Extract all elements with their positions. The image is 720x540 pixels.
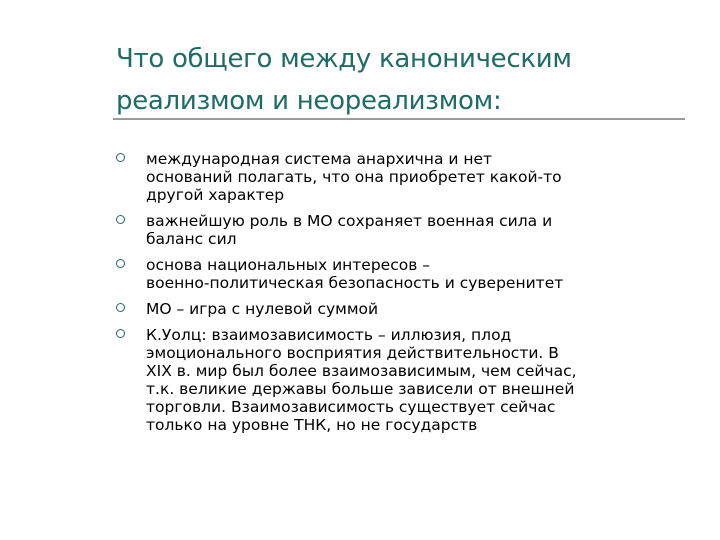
- title-line-1: Что общего между каноническим: [116, 44, 572, 74]
- bullet-line: XIX в. мир был более взаимозависимым, чем сейчас,: [146, 362, 577, 380]
- bullet-item-3: [116, 256, 676, 292]
- bullet-line: т.к. великие державы больше зависели от внешней: [146, 380, 575, 398]
- bullet-text: [146, 300, 676, 318]
- bullet-line: другой характер: [146, 186, 285, 204]
- bullet-line: К.Уолц: взаимозависимость – иллюзия, плод: [146, 326, 512, 344]
- slide-title: [116, 38, 696, 122]
- bullet-circle-icon: [116, 303, 125, 312]
- bullet-text: [146, 256, 676, 292]
- bullet-circle-icon: [116, 215, 125, 224]
- bullet-list: [116, 150, 676, 442]
- bullet-line: МО – игра с нулевой суммой: [146, 300, 379, 318]
- bullet-circle-icon: [116, 329, 125, 338]
- bullet-text: [146, 326, 676, 434]
- title-line-2: реализмом и неореализмом:: [116, 86, 502, 116]
- bullet-line: военно-политическая безопасность и суверенитет: [146, 274, 564, 292]
- bullet-text: [146, 212, 676, 248]
- bullet-line: баланс сил: [146, 230, 237, 248]
- title-divider: [113, 118, 685, 120]
- bullet-line: международная система анархична и нет: [146, 150, 493, 168]
- bullet-line: оснований полагать, что она приобретет какой-то: [146, 168, 562, 186]
- bullet-item-5: [116, 326, 676, 434]
- bullet-line: основа национальных интересов –: [146, 256, 431, 274]
- bullet-text: [146, 150, 676, 204]
- bullet-line: важнейшую роль в МО сохраняет военная сила и: [146, 212, 553, 230]
- bullet-line: только на уровне ТНК, но не государств: [146, 416, 478, 434]
- bullet-item-1: [116, 150, 676, 204]
- bullet-line: эмоционального восприятия действительности. В: [146, 344, 559, 362]
- bullet-circle-icon: [116, 259, 125, 268]
- bullet-item-2: [116, 212, 676, 248]
- bullet-line: торговли. Взаимозависимость существует сейчас: [146, 398, 556, 416]
- bullet-circle-icon: [116, 153, 125, 162]
- bullet-item-4: [116, 300, 676, 318]
